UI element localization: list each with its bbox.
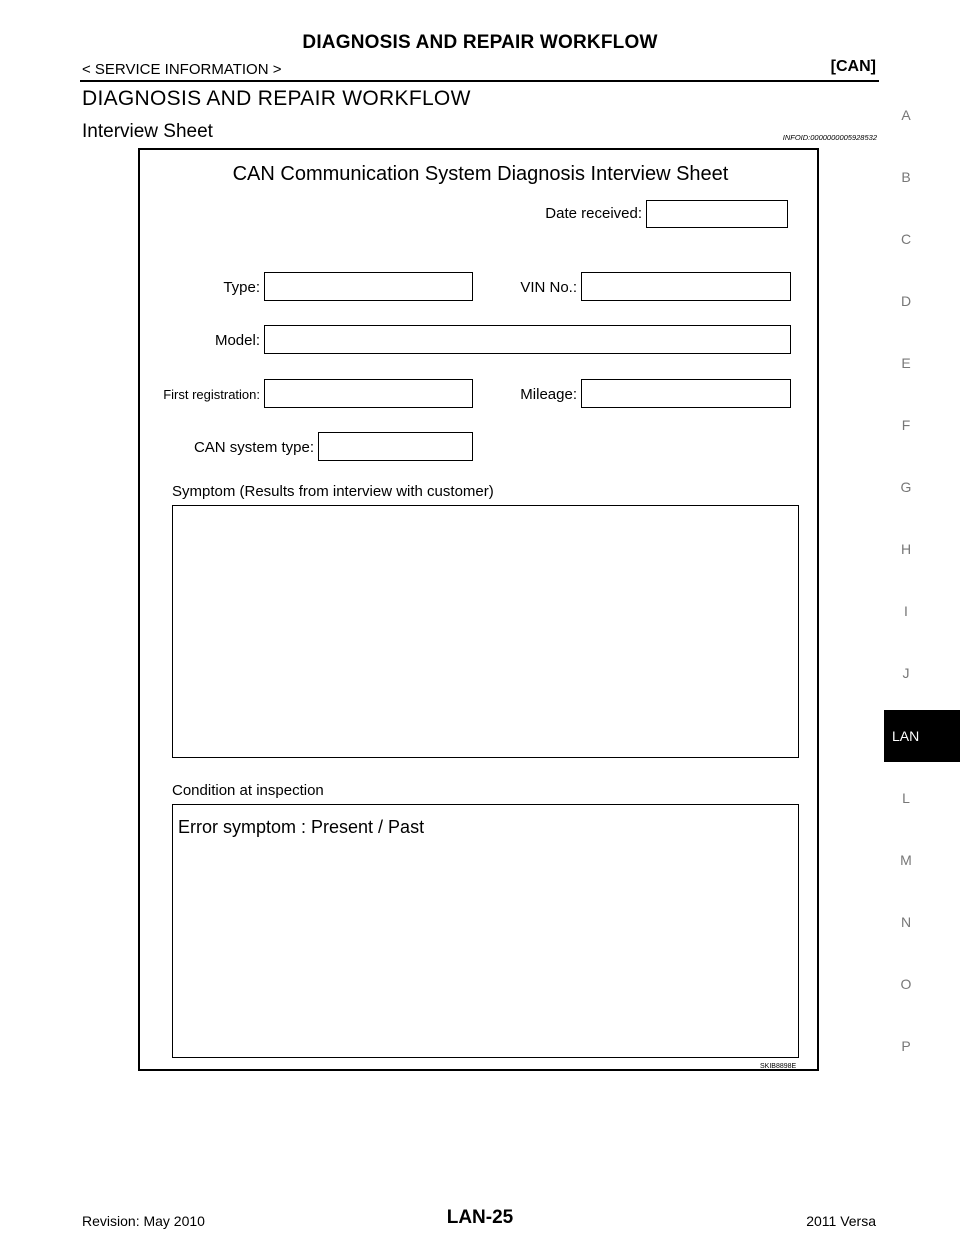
revision-date: Revision: May 2010 [82,1213,205,1229]
page-number: LAN-25 [446,1207,514,1228]
header-divider [80,80,879,82]
type-label: Type: [223,279,260,296]
side-index-letter[interactable]: B [901,169,911,185]
error-symptom-text: Error symptom : Present / Past [178,817,425,837]
section-code: [CAN] [830,58,876,75]
section-title: Interview Sheet [82,121,213,142]
side-index-letter[interactable]: O [900,976,912,992]
model-field[interactable] [264,325,791,354]
page-title: DIAGNOSIS AND REPAIR WORKFLOW [82,87,471,110]
side-index-tab-active[interactable] [884,710,960,762]
side-index-letter[interactable]: M [900,852,912,868]
side-index-letter[interactable]: C [900,231,912,247]
first-registration-label: First registration: [163,387,260,402]
side-index-active-label: LAN [892,728,920,744]
condition-textarea[interactable] [172,804,799,1058]
side-index-letter[interactable]: I [904,603,908,619]
date-received-label: Date received: [545,205,642,222]
mileage-field[interactable] [581,379,791,408]
side-index-letter[interactable]: H [900,541,912,557]
side-index-letter[interactable]: L [902,790,910,806]
side-index-letter[interactable]: N [900,914,912,930]
breadcrumb: < SERVICE INFORMATION > [82,61,282,78]
vin-field[interactable] [581,272,791,301]
model-label: Model: [214,332,260,349]
side-index-letter[interactable]: J [902,665,910,681]
info-id: INFOID:0000000005928532 [782,133,877,142]
form-title: CAN Communication System Diagnosis Interview Sheet [232,163,729,185]
date-received-field[interactable] [646,200,788,228]
type-field[interactable] [264,272,473,301]
figure-id: SKIB8898E [760,1063,797,1070]
side-index-letter[interactable]: D [900,293,912,309]
vin-label: VIN No.: [520,279,577,296]
header-title: DIAGNOSIS AND REPAIR WORKFLOW [302,32,658,53]
symptom-textarea[interactable] [172,505,799,758]
side-index-letter[interactable]: P [901,1038,911,1054]
can-system-type-label: CAN system type: [193,439,314,456]
side-index-letter[interactable]: F [901,417,911,433]
side-index-letter[interactable]: G [900,479,912,495]
vehicle-model: 2011 Versa [806,1213,876,1229]
condition-label: Condition at inspection [172,782,324,799]
symptom-label: Symptom (Results from interview with customer) [172,483,494,500]
side-index-letter[interactable]: A [901,107,911,123]
first-registration-field[interactable] [264,379,473,408]
can-system-type-field[interactable] [318,432,473,461]
mileage-label: Mileage: [520,386,577,403]
side-index-letter[interactable]: E [901,355,911,371]
